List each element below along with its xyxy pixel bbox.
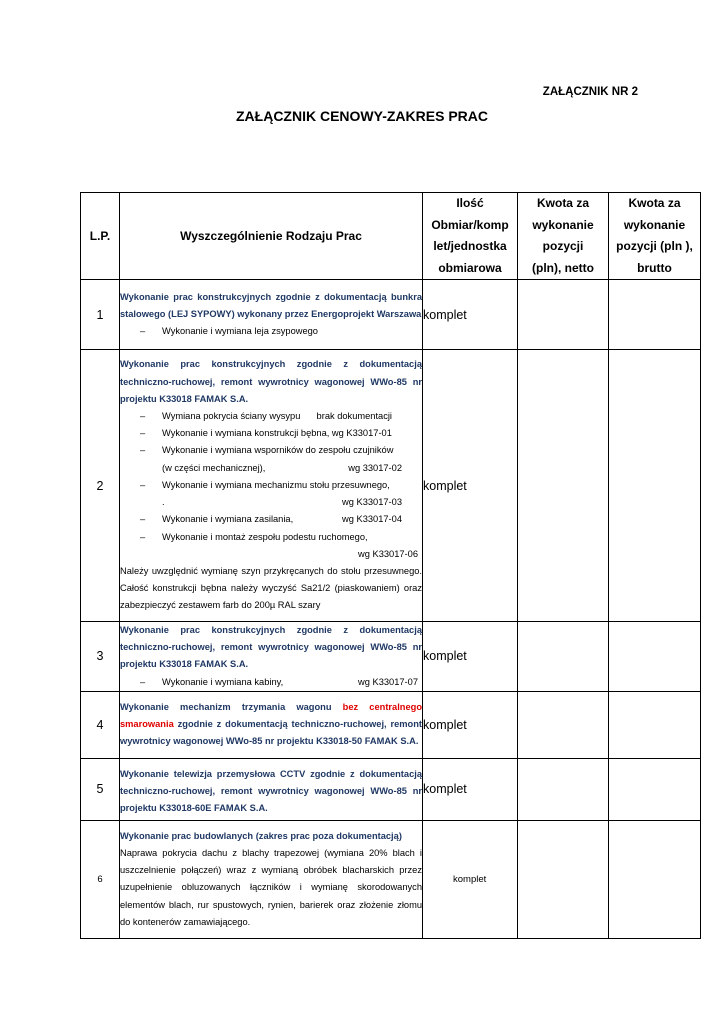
highlight-text: bez centralnego smarowania bbox=[120, 702, 422, 730]
col-desc-header: Wyszczególnienie Rodzaju Prac bbox=[120, 193, 423, 280]
row-unit: komplet bbox=[423, 280, 518, 350]
list-item: . wg K33017-03 bbox=[162, 497, 402, 508]
row-net-price-cell[interactable] bbox=[518, 350, 609, 622]
table-header-row bbox=[81, 193, 701, 280]
row-net-price-cell[interactable] bbox=[518, 622, 609, 692]
row-description: Wykonanie prac konstrukcyjnych zgodnie z dokumentacją bunkra stalowego (LEJ SYPOWY) wykonany przez Energoprojekt Warszawa – Wykonanie i wymiana leja zsypowego bbox=[120, 280, 423, 350]
row-unit: komplet bbox=[423, 622, 518, 692]
row-note: Naprawa pokrycia dachu z blachy trapezowej (wymiana 20% blach i uszczelnienie połączeń) wraz z wymianą obróbek blacharskich przez uzupełnienie obluzowanych łączników i wymianę skorodowanych elementów blach, rur spustowych, rynien, barierek oraz złożenie złomu do kontenerów zamawiającego. bbox=[120, 847, 422, 927]
table-row bbox=[81, 820, 701, 938]
row-description: Wykonanie prac konstrukcyjnych zgodnie z dokumentacją techniczno-ruchowej, remont wywrotnicy wagonowej WWo-85 nr projektu K33018 FAMAK S.A. – Wykonanie i wymiana kabiny, wg K33017-07 bbox=[120, 622, 423, 692]
row-description: Wykonanie telewizja przemysłowa CCTV zgodnie z dokumentacją techniczno-ruchowej, remont wywrotnicy wagonowej WWo-85 nr projektu K33018-60E FAMAK S.A. bbox=[120, 758, 423, 820]
row-lp: 2 bbox=[81, 350, 120, 622]
row-gross-price-cell[interactable] bbox=[609, 280, 701, 350]
row-lp: 6 bbox=[81, 820, 120, 938]
table-row bbox=[81, 622, 701, 692]
row-unit: komplet bbox=[423, 691, 518, 758]
row-net-price-cell[interactable] bbox=[518, 758, 609, 820]
row-description: Wykonanie mechanizm trzymania wagonu bez centralnego smarowania zgodnie z dokumentacją techniczno-ruchowej, remont wywrotnicy wagonowej WWo-85 nr projektu K33018-50 FAMAK S.A. bbox=[120, 691, 423, 758]
row-lp: 4 bbox=[81, 691, 120, 758]
table-row bbox=[81, 758, 701, 820]
row-lp: 3 bbox=[81, 622, 120, 692]
row-unit: komplet bbox=[423, 758, 518, 820]
page-title: ZAŁĄCZNIK CENOWY-ZAKRES PRAC bbox=[236, 108, 488, 124]
table-row bbox=[81, 350, 701, 622]
row-note: Należy uwzględnić wymianę szyn przykręcanych do stołu przesuwnego. Całość konstrukcji bębna należy wyczyść Sa21/2 (piaskowaniem) oraz zabezpieczyć zestawem farb do 200µ RAL szary bbox=[120, 565, 422, 611]
row-lp: 1 bbox=[81, 280, 120, 350]
annex-number: ZAŁĄCZNIK NR 2 bbox=[542, 86, 638, 98]
row-description: Wykonanie prac budowlanych (zakres prac poza dokumentacją) Naprawa pokrycia dachu z blachy trapezowej (wymiana 20% blach i uszczelnienie połączeń) wraz z wymianą obróbek blacharskich przez uzupełnienie obluzowanych łączników i wymianę skorodowanych elementów blach, rur spustowych, rynien, barierek oraz złożenie złomu do kontenerów zamawiającego. bbox=[120, 820, 423, 938]
list-item: (w części mechanicznej), wg 33017-02 bbox=[162, 462, 402, 473]
list-item: – Wykonanie i wymiana zasilania, wg K33017-04 bbox=[140, 514, 402, 525]
row-net-price-cell[interactable] bbox=[518, 280, 609, 350]
row-net-price-cell[interactable] bbox=[518, 691, 609, 758]
list-item: – Wykonanie i wymiana wsporników do zespołu czujników bbox=[140, 445, 394, 456]
list-item: – Wykonanie i wymiana kabiny, wg K33017-07 bbox=[140, 676, 418, 687]
row-net-price-cell[interactable] bbox=[518, 820, 609, 938]
row-description: Wykonanie prac konstrukcyjnych zgodnie z dokumentacją techniczno-ruchowej, remont wywrotnicy wagonowej WWo-85 nr projektu K33018 FAMAK S.A. – Wymiana pokrycia ściany wysypu brak dokumentacji – Wykonanie i wymiana konstrukcji bębna, wg K33017-01 – Wykonanie i wymiana wsporników do zespołu czujników (w części mechanicznej), wg 33017-02 – Wykonanie i wymiana mechanizmu stołu przesuwnego, . wg K33017-03 – Wykonanie i wymiana zasilania, wg K33017-04 – Wykonanie i montaż zespołu podestu ruchomego, wg K33017-06 Należy uwzględnić wymianę szyn przykręcanych do stołu przesuwnego. Całość konstrukcji bębna należy wyczyść Sa21/2 (piaskowaniem) oraz zabezpieczyć zestawem farb do 200µ RAL szary bbox=[120, 350, 423, 622]
row-gross-price-cell[interactable] bbox=[609, 758, 701, 820]
col-gross-header: Kwota za wykonanie pozycji (pln ), brutto bbox=[609, 193, 701, 280]
row-lp: 5 bbox=[81, 758, 120, 820]
list-item: wg K33017-06 bbox=[358, 548, 418, 559]
table-row bbox=[81, 691, 701, 758]
price-table bbox=[80, 192, 701, 939]
list-item: – Wykonanie i wymiana mechanizmu stołu przesuwnego, bbox=[140, 479, 390, 490]
col-lp-header: L.P. bbox=[81, 193, 120, 280]
row-gross-price-cell[interactable] bbox=[609, 691, 701, 758]
row-gross-price-cell[interactable] bbox=[609, 622, 701, 692]
list-item: – Wykonanie i wymiana konstrukcji bębna, wg K33017-01 bbox=[140, 428, 392, 439]
row-gross-price-cell[interactable] bbox=[609, 820, 701, 938]
row-gross-price-cell[interactable] bbox=[609, 350, 701, 622]
col-qty-header: Ilość Obmiar/komp let/jednostka obmiarowa bbox=[423, 193, 518, 280]
list-item: – Wykonanie i montaż zespołu podestu ruchomego, bbox=[140, 531, 368, 542]
row-unit: komplet bbox=[423, 350, 518, 622]
list-item: – Wykonanie i wymiana leja zsypowego bbox=[140, 326, 318, 337]
list-item: – Wymiana pokrycia ściany wysypu brak dokumentacji bbox=[140, 411, 392, 422]
table-row bbox=[81, 280, 701, 350]
row-unit: komplet bbox=[423, 820, 518, 938]
col-net-header: Kwota za wykonanie pozycji (pln), netto bbox=[518, 193, 609, 280]
